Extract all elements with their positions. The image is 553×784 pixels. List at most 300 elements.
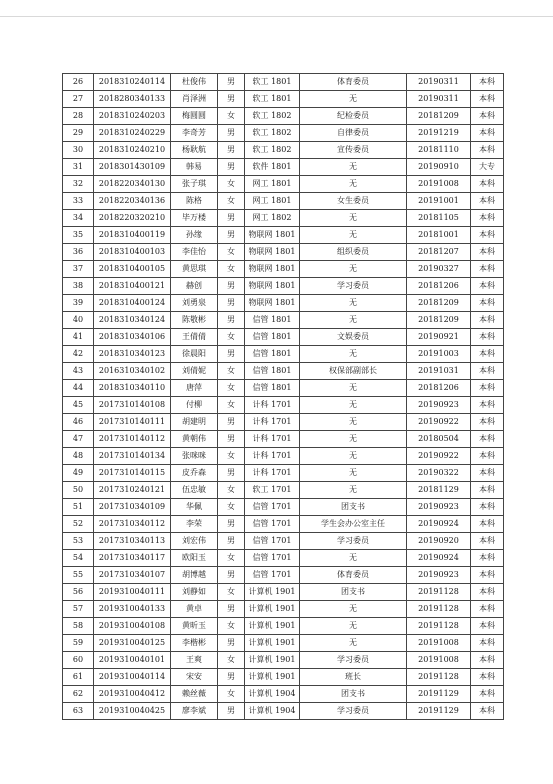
student-id-cell: 2018310400103	[94, 244, 171, 261]
class-cell: 信管 1801	[245, 312, 300, 329]
table-row	[63, 142, 504, 159]
gender-cell: 男	[218, 669, 245, 686]
student-name-cell: 刘宏伟	[171, 533, 218, 550]
education-level-cell: 本科	[471, 210, 504, 227]
table-row	[63, 91, 504, 108]
position-cell: 组织委员	[300, 244, 407, 261]
gender-cell: 女	[218, 448, 245, 465]
gender-cell: 男	[218, 635, 245, 652]
date-cell: 20191001	[407, 193, 471, 210]
table-row	[63, 499, 504, 516]
table-row	[63, 176, 504, 193]
class-cell: 物联网 1801	[245, 244, 300, 261]
table-row	[63, 125, 504, 142]
date-cell: 20190922	[407, 448, 471, 465]
date-cell: 20181209	[407, 312, 471, 329]
position-cell: 学习委员	[300, 533, 407, 550]
table-row	[63, 210, 504, 227]
table-row	[63, 74, 504, 91]
education-level-cell: 本科	[471, 635, 504, 652]
date-cell: 20181206	[407, 380, 471, 397]
gender-cell: 男	[218, 295, 245, 312]
student-id-cell: 2018310400124	[94, 295, 171, 312]
education-level-cell: 本科	[471, 482, 504, 499]
row-number-cell: 44	[63, 380, 94, 397]
date-cell: 20190923	[407, 397, 471, 414]
table-row	[63, 448, 504, 465]
position-cell: 文娱委员	[300, 329, 407, 346]
position-cell: 学习委员	[300, 278, 407, 295]
gender-cell: 男	[218, 91, 245, 108]
position-cell: 团支书	[300, 584, 407, 601]
row-number-cell: 48	[63, 448, 94, 465]
position-cell: 无	[300, 210, 407, 227]
position-cell: 体育委员	[300, 74, 407, 91]
student-name-cell: 宋安	[171, 669, 218, 686]
table-row	[63, 414, 504, 431]
student-id-cell: 2017310240121	[94, 482, 171, 499]
date-cell: 20190910	[407, 159, 471, 176]
education-level-cell: 本科	[471, 703, 504, 720]
education-level-cell: 本科	[471, 125, 504, 142]
student-id-cell: 2018220340130	[94, 176, 171, 193]
table-row	[63, 533, 504, 550]
student-id-cell: 2017310140111	[94, 414, 171, 431]
table-row	[63, 601, 504, 618]
position-cell: 无	[300, 227, 407, 244]
student-id-cell: 2017310140112	[94, 431, 171, 448]
student-name-cell: 徐晨阳	[171, 346, 218, 363]
position-cell: 团支书	[300, 686, 407, 703]
class-cell: 信管 1801	[245, 363, 300, 380]
student-name-cell: 廖李斌	[171, 703, 218, 720]
gender-cell: 男	[218, 125, 245, 142]
education-level-cell: 本科	[471, 91, 504, 108]
student-id-cell: 2017310340117	[94, 550, 171, 567]
gender-cell: 女	[218, 244, 245, 261]
education-level-cell: 本科	[471, 312, 504, 329]
table-row	[63, 397, 504, 414]
table-row	[63, 567, 504, 584]
table-row	[63, 261, 504, 278]
position-cell: 无	[300, 91, 407, 108]
date-cell: 20190923	[407, 499, 471, 516]
gender-cell: 女	[218, 550, 245, 567]
student-id-cell: 2017310340113	[94, 533, 171, 550]
position-cell: 无	[300, 346, 407, 363]
gender-cell: 女	[218, 193, 245, 210]
education-level-cell: 本科	[471, 329, 504, 346]
student-name-cell: 黄思琪	[171, 261, 218, 278]
gender-cell: 女	[218, 482, 245, 499]
class-cell: 计科 1701	[245, 431, 300, 448]
education-level-cell: 本科	[471, 618, 504, 635]
class-cell: 软工 1801	[245, 91, 300, 108]
row-number-cell: 28	[63, 108, 94, 125]
row-number-cell: 49	[63, 465, 94, 482]
student-id-cell: 2019310040425	[94, 703, 171, 720]
class-cell: 信管 1701	[245, 567, 300, 584]
date-cell: 20191031	[407, 363, 471, 380]
table-row	[63, 669, 504, 686]
student-id-cell: 2019310040111	[94, 584, 171, 601]
table-row	[63, 329, 504, 346]
class-cell: 计算机 1901	[245, 652, 300, 669]
student-name-cell: 韩易	[171, 159, 218, 176]
row-number-cell: 34	[63, 210, 94, 227]
class-cell: 信管 1701	[245, 516, 300, 533]
date-cell: 20181209	[407, 295, 471, 312]
date-cell: 20191129	[407, 703, 471, 720]
student-id-cell: 2019310040125	[94, 635, 171, 652]
date-cell: 20181129	[407, 482, 471, 499]
row-number-cell: 33	[63, 193, 94, 210]
position-cell: 学生会办公室主任	[300, 516, 407, 533]
position-cell: 无	[300, 601, 407, 618]
date-cell: 20181209	[407, 108, 471, 125]
table-row	[63, 363, 504, 380]
class-cell: 物联网 1801	[245, 261, 300, 278]
row-number-cell: 54	[63, 550, 94, 567]
student-id-cell: 2018310240210	[94, 142, 171, 159]
class-cell: 软工 1802	[245, 142, 300, 159]
table-row	[63, 295, 504, 312]
gender-cell: 女	[218, 363, 245, 380]
student-name-cell: 胡博越	[171, 567, 218, 584]
position-cell: 无	[300, 159, 407, 176]
education-level-cell: 本科	[471, 261, 504, 278]
row-number-cell: 40	[63, 312, 94, 329]
table-row	[63, 550, 504, 567]
class-cell: 物联网 1801	[245, 295, 300, 312]
education-level-cell: 本科	[471, 533, 504, 550]
position-cell: 纪检委员	[300, 108, 407, 125]
student-id-cell: 2017310140134	[94, 448, 171, 465]
student-id-cell: 2018220320210	[94, 210, 171, 227]
student-name-cell: 唐萍	[171, 380, 218, 397]
date-cell: 20190311	[407, 74, 471, 91]
row-number-cell: 63	[63, 703, 94, 720]
table-row	[63, 703, 504, 720]
gender-cell: 男	[218, 159, 245, 176]
student-id-cell: 2018310340123	[94, 346, 171, 363]
education-level-cell: 大专	[471, 159, 504, 176]
student-name-cell: 黄昕玉	[171, 618, 218, 635]
table-row	[63, 516, 504, 533]
education-level-cell: 本科	[471, 397, 504, 414]
row-number-cell: 26	[63, 74, 94, 91]
education-level-cell: 本科	[471, 244, 504, 261]
student-name-cell: 梅圆圆	[171, 108, 218, 125]
date-cell: 20190920	[407, 533, 471, 550]
table-row	[63, 278, 504, 295]
date-cell: 20191128	[407, 618, 471, 635]
student-name-cell: 伍忠敏	[171, 482, 218, 499]
education-level-cell: 本科	[471, 108, 504, 125]
education-level-cell: 本科	[471, 516, 504, 533]
date-cell: 20190924	[407, 516, 471, 533]
position-cell: 无	[300, 448, 407, 465]
gender-cell: 男	[218, 601, 245, 618]
gender-cell: 男	[218, 346, 245, 363]
date-cell: 20190327	[407, 261, 471, 278]
class-cell: 软工 1701	[245, 482, 300, 499]
row-number-cell: 47	[63, 431, 94, 448]
position-cell: 学习委员	[300, 703, 407, 720]
row-number-cell: 27	[63, 91, 94, 108]
row-number-cell: 41	[63, 329, 94, 346]
class-cell: 软件 1801	[245, 159, 300, 176]
gender-cell: 男	[218, 567, 245, 584]
education-level-cell: 本科	[471, 414, 504, 431]
student-id-cell: 2019310040133	[94, 601, 171, 618]
gender-cell: 女	[218, 176, 245, 193]
student-name-cell: 欧阳玉	[171, 550, 218, 567]
student-name-cell: 李荣	[171, 516, 218, 533]
student-id-cell: 2018301430109	[94, 159, 171, 176]
education-level-cell: 本科	[471, 686, 504, 703]
position-cell: 自律委员	[300, 125, 407, 142]
date-cell: 20190322	[407, 465, 471, 482]
gender-cell: 女	[218, 380, 245, 397]
date-cell: 20190311	[407, 91, 471, 108]
gender-cell: 男	[218, 533, 245, 550]
row-number-cell: 45	[63, 397, 94, 414]
gender-cell: 女	[218, 652, 245, 669]
row-number-cell: 55	[63, 567, 94, 584]
position-cell: 班长	[300, 669, 407, 686]
student-id-cell: 2019310040101	[94, 652, 171, 669]
student-name-cell: 杨耿航	[171, 142, 218, 159]
class-cell: 计算机 1901	[245, 584, 300, 601]
row-number-cell: 31	[63, 159, 94, 176]
gender-cell: 男	[218, 516, 245, 533]
date-cell: 20180504	[407, 431, 471, 448]
table-row	[63, 193, 504, 210]
position-cell: 无	[300, 397, 407, 414]
row-number-cell: 39	[63, 295, 94, 312]
class-cell: 计算机 1904	[245, 686, 300, 703]
table-row	[63, 159, 504, 176]
student-name-cell: 王倩倩	[171, 329, 218, 346]
gender-cell: 男	[218, 227, 245, 244]
gender-cell: 男	[218, 210, 245, 227]
student-id-cell: 2017310340109	[94, 499, 171, 516]
table-row	[63, 652, 504, 669]
education-level-cell: 本科	[471, 227, 504, 244]
row-number-cell: 37	[63, 261, 94, 278]
student-id-cell: 2018310340124	[94, 312, 171, 329]
student-name-cell: 孙缘	[171, 227, 218, 244]
row-number-cell: 51	[63, 499, 94, 516]
row-number-cell: 59	[63, 635, 94, 652]
table-row	[63, 108, 504, 125]
student-name-cell: 毕万楼	[171, 210, 218, 227]
student-id-cell: 2016310340102	[94, 363, 171, 380]
class-cell: 信管 1701	[245, 550, 300, 567]
date-cell: 20191129	[407, 686, 471, 703]
row-number-cell: 57	[63, 601, 94, 618]
student-name-cell: 华佩	[171, 499, 218, 516]
education-level-cell: 本科	[471, 380, 504, 397]
date-cell: 20191128	[407, 669, 471, 686]
gender-cell: 男	[218, 74, 245, 91]
student-name-cell: 李佳怡	[171, 244, 218, 261]
position-cell: 无	[300, 176, 407, 193]
student-id-cell: 2017310340112	[94, 516, 171, 533]
date-cell: 20191008	[407, 635, 471, 652]
date-cell: 20181206	[407, 278, 471, 295]
education-level-cell: 本科	[471, 142, 504, 159]
position-cell: 无	[300, 465, 407, 482]
education-level-cell: 本科	[471, 74, 504, 91]
date-cell: 20181207	[407, 244, 471, 261]
student-id-cell: 2019310040108	[94, 618, 171, 635]
gender-cell: 女	[218, 329, 245, 346]
position-cell: 无	[300, 414, 407, 431]
education-level-cell: 本科	[471, 363, 504, 380]
student-name-cell: 杜俊伟	[171, 74, 218, 91]
education-level-cell: 本科	[471, 448, 504, 465]
class-cell: 计算机 1901	[245, 669, 300, 686]
class-cell: 计算机 1901	[245, 601, 300, 618]
position-cell: 女生委员	[300, 193, 407, 210]
row-number-cell: 29	[63, 125, 94, 142]
date-cell: 20190923	[407, 567, 471, 584]
position-cell: 无	[300, 618, 407, 635]
date-cell: 20181001	[407, 227, 471, 244]
class-cell: 物联网 1801	[245, 227, 300, 244]
table-row	[63, 244, 504, 261]
date-cell: 20191128	[407, 584, 471, 601]
class-cell: 信管 1801	[245, 346, 300, 363]
date-cell: 20191008	[407, 652, 471, 669]
student-name-cell: 李奇芳	[171, 125, 218, 142]
table-row	[63, 686, 504, 703]
education-level-cell: 本科	[471, 193, 504, 210]
row-number-cell: 43	[63, 363, 94, 380]
gender-cell: 女	[218, 618, 245, 635]
student-name-cell: 陈敬彬	[171, 312, 218, 329]
education-level-cell: 本科	[471, 176, 504, 193]
gender-cell: 女	[218, 686, 245, 703]
education-level-cell: 本科	[471, 584, 504, 601]
class-cell: 计科 1701	[245, 465, 300, 482]
education-level-cell: 本科	[471, 431, 504, 448]
class-cell: 软工 1801	[245, 74, 300, 91]
student-id-cell: 2019310040114	[94, 669, 171, 686]
class-cell: 网工 1801	[245, 193, 300, 210]
student-id-cell: 2019310040412	[94, 686, 171, 703]
table-row	[63, 618, 504, 635]
class-cell: 软工 1802	[245, 125, 300, 142]
table-row	[63, 635, 504, 652]
student-name-cell: 皮乔森	[171, 465, 218, 482]
education-level-cell: 本科	[471, 601, 504, 618]
student-id-cell: 2018310240114	[94, 74, 171, 91]
position-cell: 无	[300, 635, 407, 652]
student-name-cell: 陈格	[171, 193, 218, 210]
table-row	[63, 431, 504, 448]
date-cell: 20190922	[407, 414, 471, 431]
class-cell: 网工 1802	[245, 210, 300, 227]
position-cell: 无	[300, 431, 407, 448]
student-name-cell: 黄朝伟	[171, 431, 218, 448]
date-cell: 20190924	[407, 550, 471, 567]
gender-cell: 女	[218, 499, 245, 516]
education-level-cell: 本科	[471, 465, 504, 482]
student-id-cell: 2018310240203	[94, 108, 171, 125]
row-number-cell: 46	[63, 414, 94, 431]
page-top-rule	[0, 16, 553, 17]
table-body	[63, 74, 504, 720]
row-number-cell: 50	[63, 482, 94, 499]
date-cell: 20181110	[407, 142, 471, 159]
class-cell: 信管 1801	[245, 329, 300, 346]
row-number-cell: 52	[63, 516, 94, 533]
row-number-cell: 62	[63, 686, 94, 703]
table-row	[63, 380, 504, 397]
date-cell: 20191128	[407, 601, 471, 618]
education-level-cell: 本科	[471, 499, 504, 516]
row-number-cell: 35	[63, 227, 94, 244]
position-cell: 团支书	[300, 499, 407, 516]
row-number-cell: 61	[63, 669, 94, 686]
gender-cell: 女	[218, 584, 245, 601]
date-cell: 20191219	[407, 125, 471, 142]
student-id-cell: 2017310140108	[94, 397, 171, 414]
student-id-cell: 2018310340106	[94, 329, 171, 346]
student-id-cell: 2018310400121	[94, 278, 171, 295]
position-cell: 宣传委员	[300, 142, 407, 159]
student-name-cell: 刘勇泉	[171, 295, 218, 312]
position-cell: 体育委员	[300, 567, 407, 584]
student-name-cell: 王爽	[171, 652, 218, 669]
row-number-cell: 32	[63, 176, 94, 193]
student-name-cell: 刘倩妮	[171, 363, 218, 380]
gender-cell: 女	[218, 397, 245, 414]
gender-cell: 女	[218, 108, 245, 125]
date-cell: 20191003	[407, 346, 471, 363]
row-number-cell: 42	[63, 346, 94, 363]
education-level-cell: 本科	[471, 346, 504, 363]
date-cell: 20190921	[407, 329, 471, 346]
class-cell: 信管 1701	[245, 533, 300, 550]
student-name-cell: 张咪咪	[171, 448, 218, 465]
education-level-cell: 本科	[471, 567, 504, 584]
class-cell: 计科 1701	[245, 414, 300, 431]
class-cell: 网工 1801	[245, 176, 300, 193]
class-cell: 信管 1701	[245, 499, 300, 516]
row-number-cell: 36	[63, 244, 94, 261]
education-level-cell: 本科	[471, 652, 504, 669]
student-name-cell: 李楷彬	[171, 635, 218, 652]
row-number-cell: 60	[63, 652, 94, 669]
student-name-cell: 黄卓	[171, 601, 218, 618]
gender-cell: 男	[218, 431, 245, 448]
table-row	[63, 465, 504, 482]
row-number-cell: 38	[63, 278, 94, 295]
class-cell: 物联网 1801	[245, 278, 300, 295]
table-row	[63, 312, 504, 329]
row-number-cell: 58	[63, 618, 94, 635]
student-id-cell: 2018310400105	[94, 261, 171, 278]
class-cell: 计算机 1904	[245, 703, 300, 720]
student-id-cell: 2018280340133	[94, 91, 171, 108]
position-cell: 无	[300, 482, 407, 499]
row-number-cell: 30	[63, 142, 94, 159]
student-table	[62, 73, 504, 720]
